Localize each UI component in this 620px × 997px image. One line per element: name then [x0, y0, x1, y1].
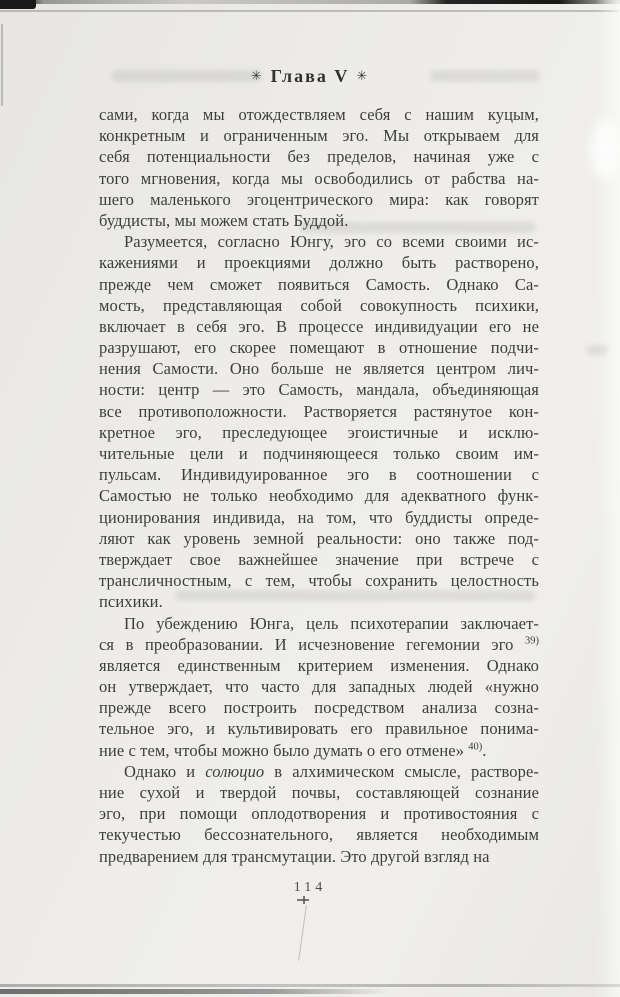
paragraph [99, 761, 539, 867]
text-line: ционирования индивида, на том, что буддисты опреде- [99, 507, 539, 527]
page-number: 114 [293, 880, 327, 895]
text-line: пульсам. Индивидуированное эго в соотношении с [99, 465, 539, 485]
text-line: Самостью не только необходимо для адекватного функ- [99, 486, 539, 506]
text-line: мость, представляющая собой совокупность психики, [99, 295, 539, 315]
ornament-asterisk-icon: ✳ [250, 68, 264, 83]
scan-mark [303, 896, 305, 904]
scan-highlight-right [590, 118, 620, 180]
text-line: ности: центр — это Самость, мандала, объединяющая [99, 380, 539, 400]
ornament-asterisk-icon: ✳ [356, 68, 370, 83]
scan-edge-right [596, 0, 620, 997]
scan-scratch [298, 905, 307, 961]
text-line: он утверждает, что часто для западных людей «нужно [99, 677, 539, 697]
text-line: психики. [99, 592, 163, 612]
text-line: нения Самости. Оно больше не является центром лич- [99, 359, 539, 379]
text-line: По убеждению Юнга, цель психотерапии заключает- [124, 613, 539, 633]
text-line: трансличностным, с тем, чтобы сохранить целостность [99, 571, 539, 591]
scan-edge-top [0, 0, 620, 4]
text-line: ся в преобразовании. И исчезновение гегемонии эго $^{39)}$ [99, 634, 539, 654]
text-line: буддисты, мы можем стать Буддой. [99, 210, 349, 230]
paragraph [99, 613, 539, 761]
text-line: того мгновения, когда мы освободились от рабства на- [99, 168, 539, 188]
text-line: является единственным критерием изменения. Однако [99, 655, 539, 675]
scan-edge-bottom [0, 989, 390, 994]
chapter-header [0, 66, 620, 87]
text-line: разрушают, его скорее помещают в отношение подчи- [99, 338, 539, 358]
text-line: тверждает свое важнейшее значение при встрече с [99, 549, 539, 569]
text-line: сами, когда мы отождествляем себя с нашим куцым, [99, 105, 539, 124]
scan-line-top [0, 10, 618, 12]
text-line: прежде чем сможет появиться Самость. Однако Са- [99, 274, 539, 294]
scan-line-bottom [0, 984, 620, 987]
text-line: ляют как уровень земной реальности: оно также под- [99, 528, 539, 548]
scan-line-left [1, 24, 3, 106]
text-line: эго, при помощи оплодотворения и противостояния с [99, 804, 539, 824]
text-line: конкретным и ограниченным эго. Мы открываем для [99, 126, 539, 146]
text-line: прежде всего построить посредством анализа созна- [99, 698, 539, 718]
text-line: все противоположности. Растворяется растянутое кон- [99, 401, 539, 421]
text-line: кретное эго, преследующее эгоистичные и исклю- [99, 422, 539, 442]
text-line: предварением для трансмутации. Это другой взгляд на [99, 846, 490, 866]
text-line: ние сухой и твердой почвы, составляющей сознание [99, 783, 539, 802]
chapter-title: Глава V [270, 66, 350, 86]
body-text [99, 104, 539, 867]
text-line: включает в себя эго. В процессе индивидуации его не [99, 316, 539, 336]
text-line: чительные цели и подчиняющееся только своим им- [99, 444, 539, 463]
text-line: текучестью бессознательного, является необходимым [99, 825, 539, 845]
text-line: ние с тем, чтобы можно было думать о его отмене» $^{40)}$. [99, 740, 487, 760]
text-line: себя потенциальности без пределов, начиная уже с [99, 147, 539, 167]
text-line: шего маленького эгоцентрического мира: как говорят [99, 189, 539, 209]
text-line: тельное эго, и культивировать его правильное понима- [99, 719, 539, 739]
bleed-through-artifact [586, 345, 608, 355]
text-line: Однако и солюцио в алхимическом смысле, растворе- [124, 761, 539, 781]
scan-mark [297, 899, 309, 901]
text-line: кажениями и проекциями должно быть растворено, [99, 253, 539, 273]
text-line: Разумеется, согласно Юнгу, эго со всеми своими ис- [124, 232, 539, 252]
paragraph [99, 231, 539, 612]
scan-corner-mark [0, 0, 36, 9]
paragraph [99, 104, 539, 231]
